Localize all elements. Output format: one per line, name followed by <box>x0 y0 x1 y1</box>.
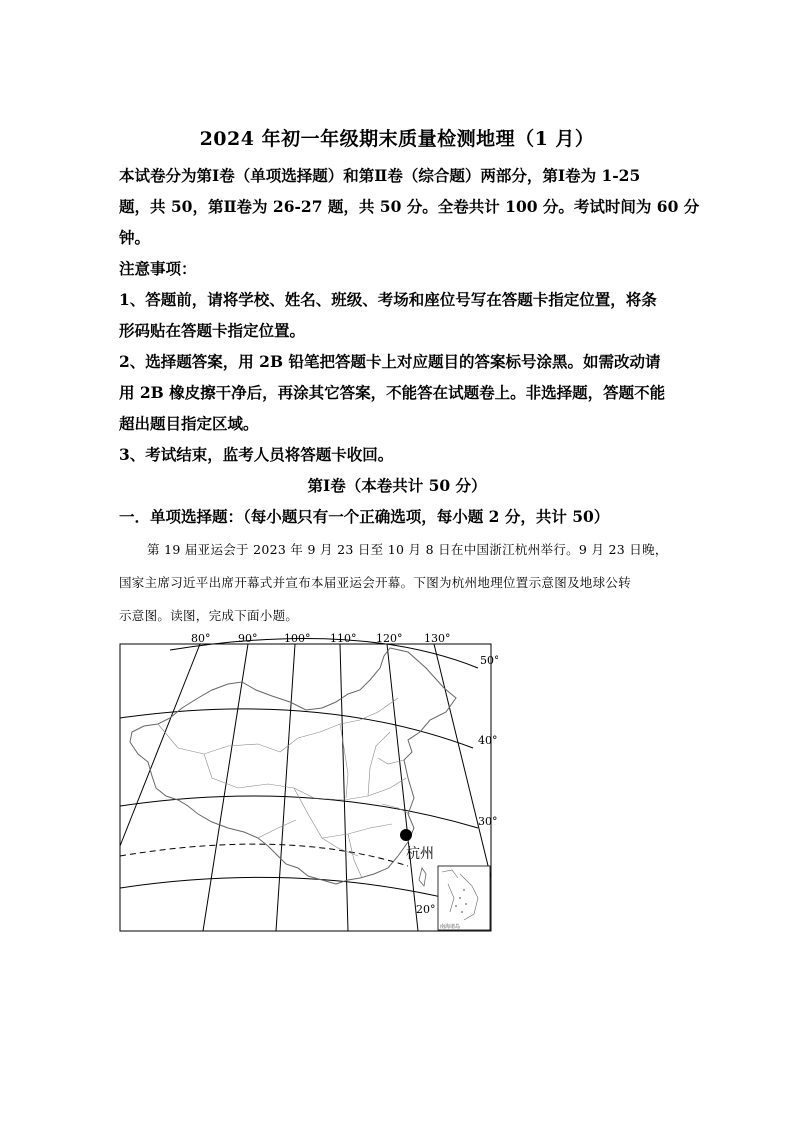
inset-label: 南海诸岛 <box>440 924 461 930</box>
notice-item-2-line: 2、选择题答案，用 2B 铅笔把答题卡上对应题目的答案标号涂黑。如需改动请 <box>119 352 661 371</box>
longitude-label-80: 80° <box>191 632 211 645</box>
longitude-label-120: 120° <box>376 632 403 645</box>
notice-heading: 注意事项： <box>119 259 197 278</box>
intro-paragraph <box>119 160 700 253</box>
intro-line: 题，共 50，第Ⅱ卷为 26-27 题，共 50 分。全卷共计 100 分。考试时间为 60 分 <box>119 197 700 216</box>
question-type-heading: 一．单项选择题：（每小题只有一个正确选项，每小题 2 分，共计 50） <box>119 507 610 526</box>
material-line: 国家主席习近平出席开幕式并宣布本届亚运会开幕。下图为杭州地理位置示意图及地球公转 <box>119 575 632 590</box>
notice-item-1-line: 1、答题前，请将学校、姓名、班级、考场和座位号写在答题卡指定位置，将条 <box>119 290 657 309</box>
latitude-label-20: 20° <box>416 903 436 916</box>
material-line: 示意图。读图，完成下面小题。 <box>119 608 299 623</box>
page-title: 2024 年初一年级期末质量检测地理（1 月） <box>199 128 595 150</box>
hangzhou-location-map <box>108 628 498 938</box>
latitude-label-40: 40° <box>478 734 498 747</box>
longitude-label-90: 90° <box>238 632 258 645</box>
map-frame <box>120 644 491 931</box>
longitude-label-110: 110° <box>330 632 357 645</box>
material-line: 第 19 届亚运会于 2023 年 9 月 23 日至 10 月 8 日在中国浙江杭州举行。9 月 23 日晚， <box>147 542 668 557</box>
south-china-sea-inset <box>438 866 490 930</box>
hangzhou-dot <box>400 829 412 841</box>
latitude-label-30: 30° <box>478 815 498 828</box>
longitude-label-130: 130° <box>424 632 451 645</box>
notice-item-3-line: 3、考试结束，监考人员将答题卡收回。 <box>119 445 394 464</box>
notice-block <box>119 253 679 470</box>
hangzhou-label: 杭州 <box>406 846 434 862</box>
notice-item-2-line: 用 2B 橡皮擦干净后，再涂其它答案，不能答在试题卷上。非选择题，答题不能 <box>119 383 666 402</box>
intro-line: 钟。 <box>119 228 151 247</box>
longitude-label-100: 100° <box>284 632 311 645</box>
section-heading: 第Ⅰ卷（本卷共计 50 分） <box>307 476 487 495</box>
notice-item-1-line: 形码贴在答题卡指定位置。 <box>119 321 306 340</box>
intro-line: 本试卷分为第Ⅰ卷（单项选择题）和第Ⅱ卷（综合题）两部分，第Ⅰ卷为 1-25 <box>119 166 641 185</box>
latitude-label-50: 50° <box>480 654 498 667</box>
notice-item-2-line: 超出题目指定区域。 <box>119 414 259 433</box>
